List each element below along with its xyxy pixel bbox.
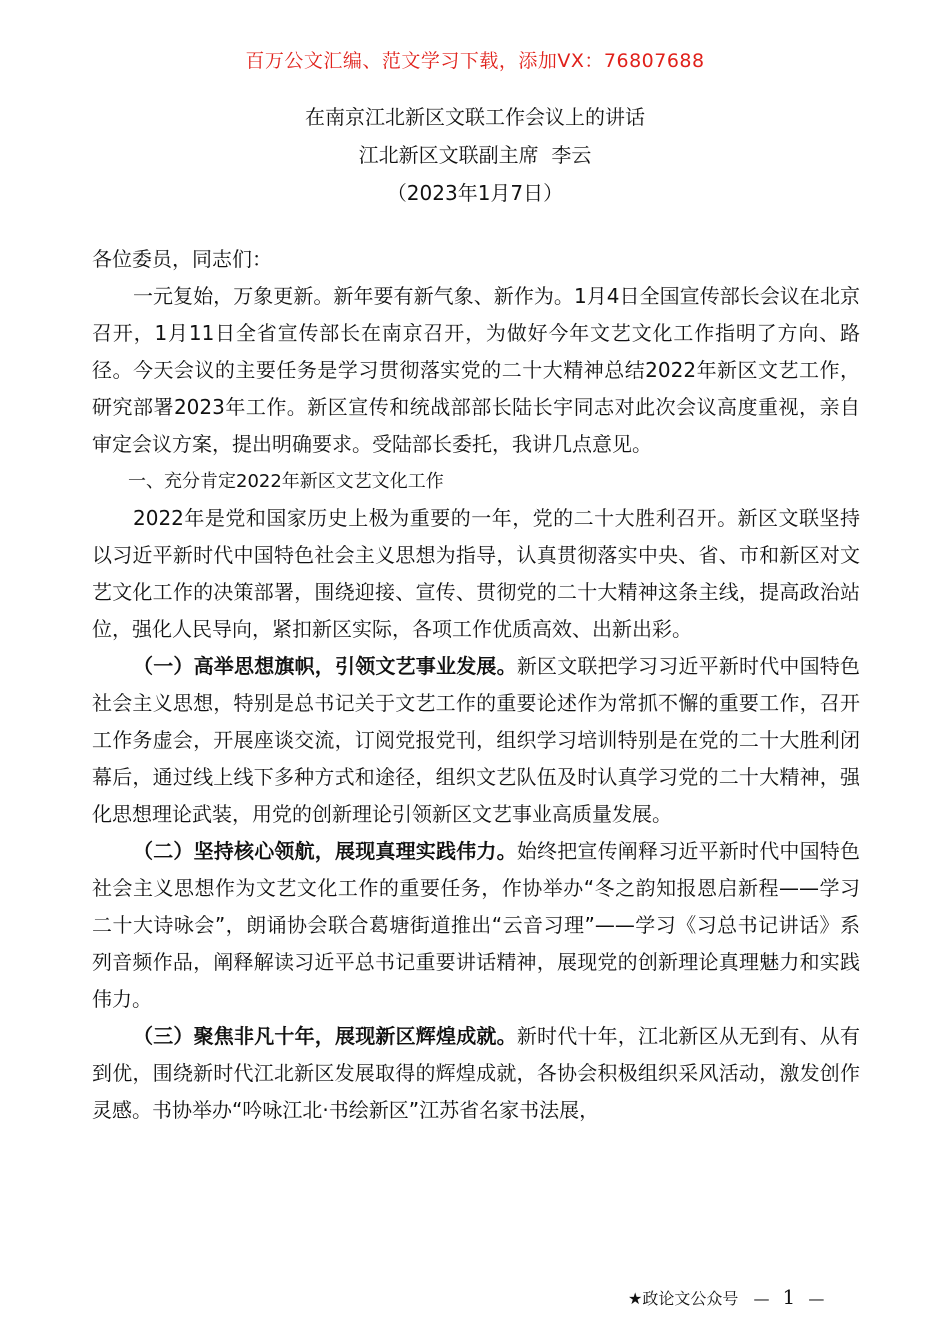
section-3-lead: （三）聚焦非凡十年，展现新区辉煌成就。 — [133, 1024, 517, 1048]
speech-header — [0, 98, 950, 212]
intro-paragraph: 一元复始，万象更新。新年要有新气象、新作为。1月4日全国宣传部长会议在北京召开，1月11日全省宣传部长在南京召开，为做好今年文艺文化工作指明了方向、路径。今天会议的主要任务是学习贯彻落实党的二十大精神总结2022年新区文艺工作，研究部署2023年工作。新区宣传和统战部部长陆长宇同志对此次会议高度重视，亲自审定会议方案，提出明确要求。受陆部长委托，我讲几点意见。 — [92, 284, 860, 456]
promo-banner: 百万公文汇编、范文学习下载，添加VX：76807688 — [245, 50, 705, 72]
section-3-text: 新时代十年，江北新区从无到有、从有到优，围绕新时代江北新区发展取得的辉煌成就，各协会积极组织采风活动，激发创作灵感。书协举办“吟咏江北·书绘新区”江苏省名家书法展， — [92, 1024, 861, 1122]
salutation: 各位委员，同志们： — [92, 247, 272, 271]
section-1-paragraph — [92, 648, 860, 833]
section-1-text: 新区文联把学习习近平新时代中国特色社会主义思想，特别是总书记关于文艺工作的重要论述作为常抓不懈的重要工作，召开工作务虚会，开展座谈交流，订阅党报党刊，组织学习培训特别是在党的二十大胜利闭幕后，通过线上线下多种方式和途径，组织文艺队伍及时认真学习党的二十大精神，强化思想理论武装，用党的创新理论引领新区文艺事业高质量发展。 — [92, 654, 861, 826]
section-2-paragraph — [92, 833, 860, 1018]
part1-intro-paragraph: 2022年是党和国家历史上极为重要的一年，党的二十大胜利召开。新区文联坚持以习近平新时代中国特色社会主义思想为指导，认真贯彻落实中央、省、市和新区对文艺文化工作的决策部署，围绕迎接、宣传、贯彻党的二十大精神这条主线，提高政治站位，强化人民导向，紧扣新区实际，各项工作优质高效、出新出彩。 — [92, 506, 860, 641]
speech-date: （2023年1月7日） — [386, 181, 564, 205]
section-2-text: 始终把宣传阐释习近平新时代中国特色社会主义思想作为文艺文化工作的重要任务，作协举办“冬之韵知报恩启新程——学习二十大诗咏会”，朗诵协会联合葛塘街道推出“云音习理”——学习《习总书记讲话》系列音频作品，阐释解读习近平总书记重要讲话精神，展现党的创新理论真理魅力和实践伟力。 — [92, 839, 861, 1011]
part1-heading: 一、充分肯定2022年新区文艺文化工作 — [128, 471, 444, 492]
footer-dash-left: — — [753, 1289, 770, 1308]
section-2-lead: （二）坚持核心领航，展现真理实践伟力。 — [133, 839, 517, 863]
section-1-lead: （一）高举思想旗帜，引领文艺事业发展。 — [133, 654, 517, 678]
footer-dash-right: — — [808, 1289, 825, 1308]
page-number: 1 — [782, 1285, 796, 1309]
footer-source: ★政论文公众号 — [628, 1289, 739, 1308]
section-3-paragraph — [92, 1018, 860, 1129]
speaker-line: 江北新区文联副主席 李云 — [358, 143, 592, 167]
page-footer — [628, 1285, 824, 1309]
speech-body — [92, 241, 860, 1129]
speech-title: 在南京江北新区文联工作会议上的讲话 — [305, 105, 645, 129]
